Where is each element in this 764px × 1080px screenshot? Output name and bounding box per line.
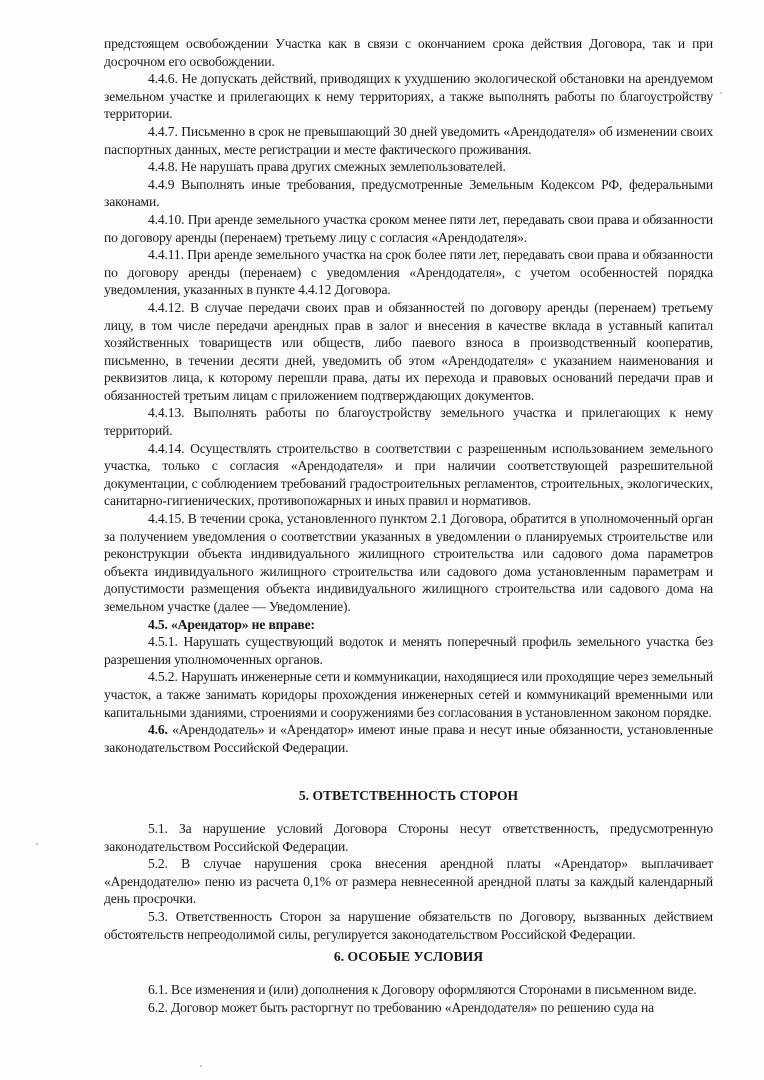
section-5-body: [104, 820, 713, 943]
clause-4-4-9: 4.4.9 Выполнять иные требования, предусмотренные Земельным Кодексом РФ, федеральными законами.: [104, 176, 713, 210]
clause-4-4-10: 4.4.10. При аренде земельного участка сроком менее пяти лет, передавать свои права и обязанности по договору аренды (перенаем) третьему лицу с согласия «Арендодателя».: [104, 211, 713, 245]
clause-4-4-15: 4.4.15. В течении срока, установленного пунктом 2.1 Договора, обратится в уполномоченный орган за получением уведомления о соответствии указанных в уведомлении о планируемых строительстве или реконструкции объекта индивидуального жилищного строительства или садового дома параметров объекта индивидуального жилищного строительства или садового дома установленным параметрам и допустимости размещения объекта индивидуального жилищного строительства или садового дома на земельном участке (далее — Уведомление).: [104, 511, 713, 614]
clauses-4-4-block: [104, 35, 713, 756]
scan-speck: [36, 843, 38, 845]
clause-4-5-2: 4.5.2. Нарушать инженерные сети и коммуникации, находящиеся или проходящие через земельный участок, а также занимать коридоры прохождения инженерных сетей и коммуникаций временными или капитальными зданиями, строениями и сооружениями без согласования в установленном законом порядке.: [104, 669, 713, 720]
scan-speck: [720, 92, 722, 94]
clause-4-4-6: 4.4.6. Не допускать действий, приводящих к ухудшению экологической обстановки на арендуемом земельном участке и прилегающих к нему территориях, а также выполнять работы по благоустройству территории.: [104, 71, 713, 122]
clause-4-6: [104, 721, 713, 756]
clause-4-6-number: 4.6.: [148, 722, 168, 738]
clause-4-5-heading: 4.5. «Арендатор» не вправе:: [148, 616, 315, 632]
clause-4-4-12: 4.4.12. В случае передачи своих прав и обязанностей по договору аренды (перенаем) третьему лицу, в том числе передачи арендных прав в залог и внесения в качестве вклада в уставный капитал хозяйственных товариществ или обществ, либо паевого взноса в производственный кооператив, письменно, в течении десяти дней, уведомить об этом «Арендодателя» с указанием наименования и реквизитов лица, к которому перешли права, даты их перехода и правовых оснований передачи прав и обязанностей третьим лицам с приложением подтверждающих документов.: [104, 299, 713, 403]
section-6-title: 6. ОСОБЫЕ УСЛОВИЯ: [333, 949, 484, 964]
clause-4-4-7: 4.4.7. Письменно в срок не превышающий 30 дней уведомить «Арендодателя» об изменении своих паспортных данных, месте регистрации и месте фактического проживания.: [104, 123, 713, 157]
clause-4-5-1: 4.5.1. Нарушать существующий водоток и менять поперечный профиль земельного участка без разрешения уполномоченных органов.: [104, 634, 713, 667]
section-5-title: 5. ОТВЕТСТВЕННОСТЬ СТОРОН: [298, 788, 519, 803]
clause-5-3: 5.3. Ответственность Сторон за нарушение обязательств по Договору, вызванных действием обстоятельств непреодолимой силы, регулируется законодательством Российской Федерации.: [104, 908, 713, 942]
clause-4-4-11: 4.4.11. При аренде земельного участка на срок более пяти лет, передавать свои права и обязанности по договору аренды (перенаем) с уведомления «Арендодателя», с учетом особенностей порядка уведомления, указанных в пункте 4.4.12 Договора.: [104, 247, 713, 298]
clause-4-4-8: 4.4.8. Не нарушать права других смежных землепользователей.: [148, 159, 506, 175]
clause-4-4-14: 4.4.14. Осуществлять строительство в соответствии с разрешенным использованием земельного участка, только с согласия «Арендодателя» и при наличии соответствующей разрешительной документации, с соблюдением требований градостроительных регламентов, строительных, экологических, санитарно-гигиенических, противопожарных и иных правил и нормативов.: [104, 440, 713, 509]
clause-5-1: 5.1. За нарушение условий Договора Стороны несут ответственность, предусмотренную законодательством Российской Федерации.: [104, 821, 713, 854]
scan-speck: [200, 1065, 202, 1067]
clause-5-2: 5.2. В случае нарушения срока внесения арендной платы «Арендатор» выплачивает «Арендодателю» пеню из расчета 0,1% от размера невнесенной арендной платы за каждый календарный день просрочки.: [104, 856, 713, 907]
clause-6-2: 6.2. Договор может быть расторгнут по требованию «Арендодателя» по решению суда на: [148, 999, 655, 1015]
section-6-body: [104, 981, 713, 1016]
clause-4-4-13: 4.4.13. Выполнять работы по благоустройству земельного участка и прилегающих к нему территорий.: [104, 405, 713, 439]
clause-6-1: 6.1. Все изменения и (или) дополнения к Договору оформляются Сторонами в письменном виде.: [148, 982, 697, 997]
paragraph-continuation: предстоящем освобождении Участка как в связи с окончанием срока действия Договора, так и при досрочном его освобождении.: [104, 36, 713, 69]
clause-4-6-text: «Арендодатель» и «Арендатор» имеют иные права и несут иные обязанности, установленные законодательством Российской Федерации.: [104, 722, 713, 755]
